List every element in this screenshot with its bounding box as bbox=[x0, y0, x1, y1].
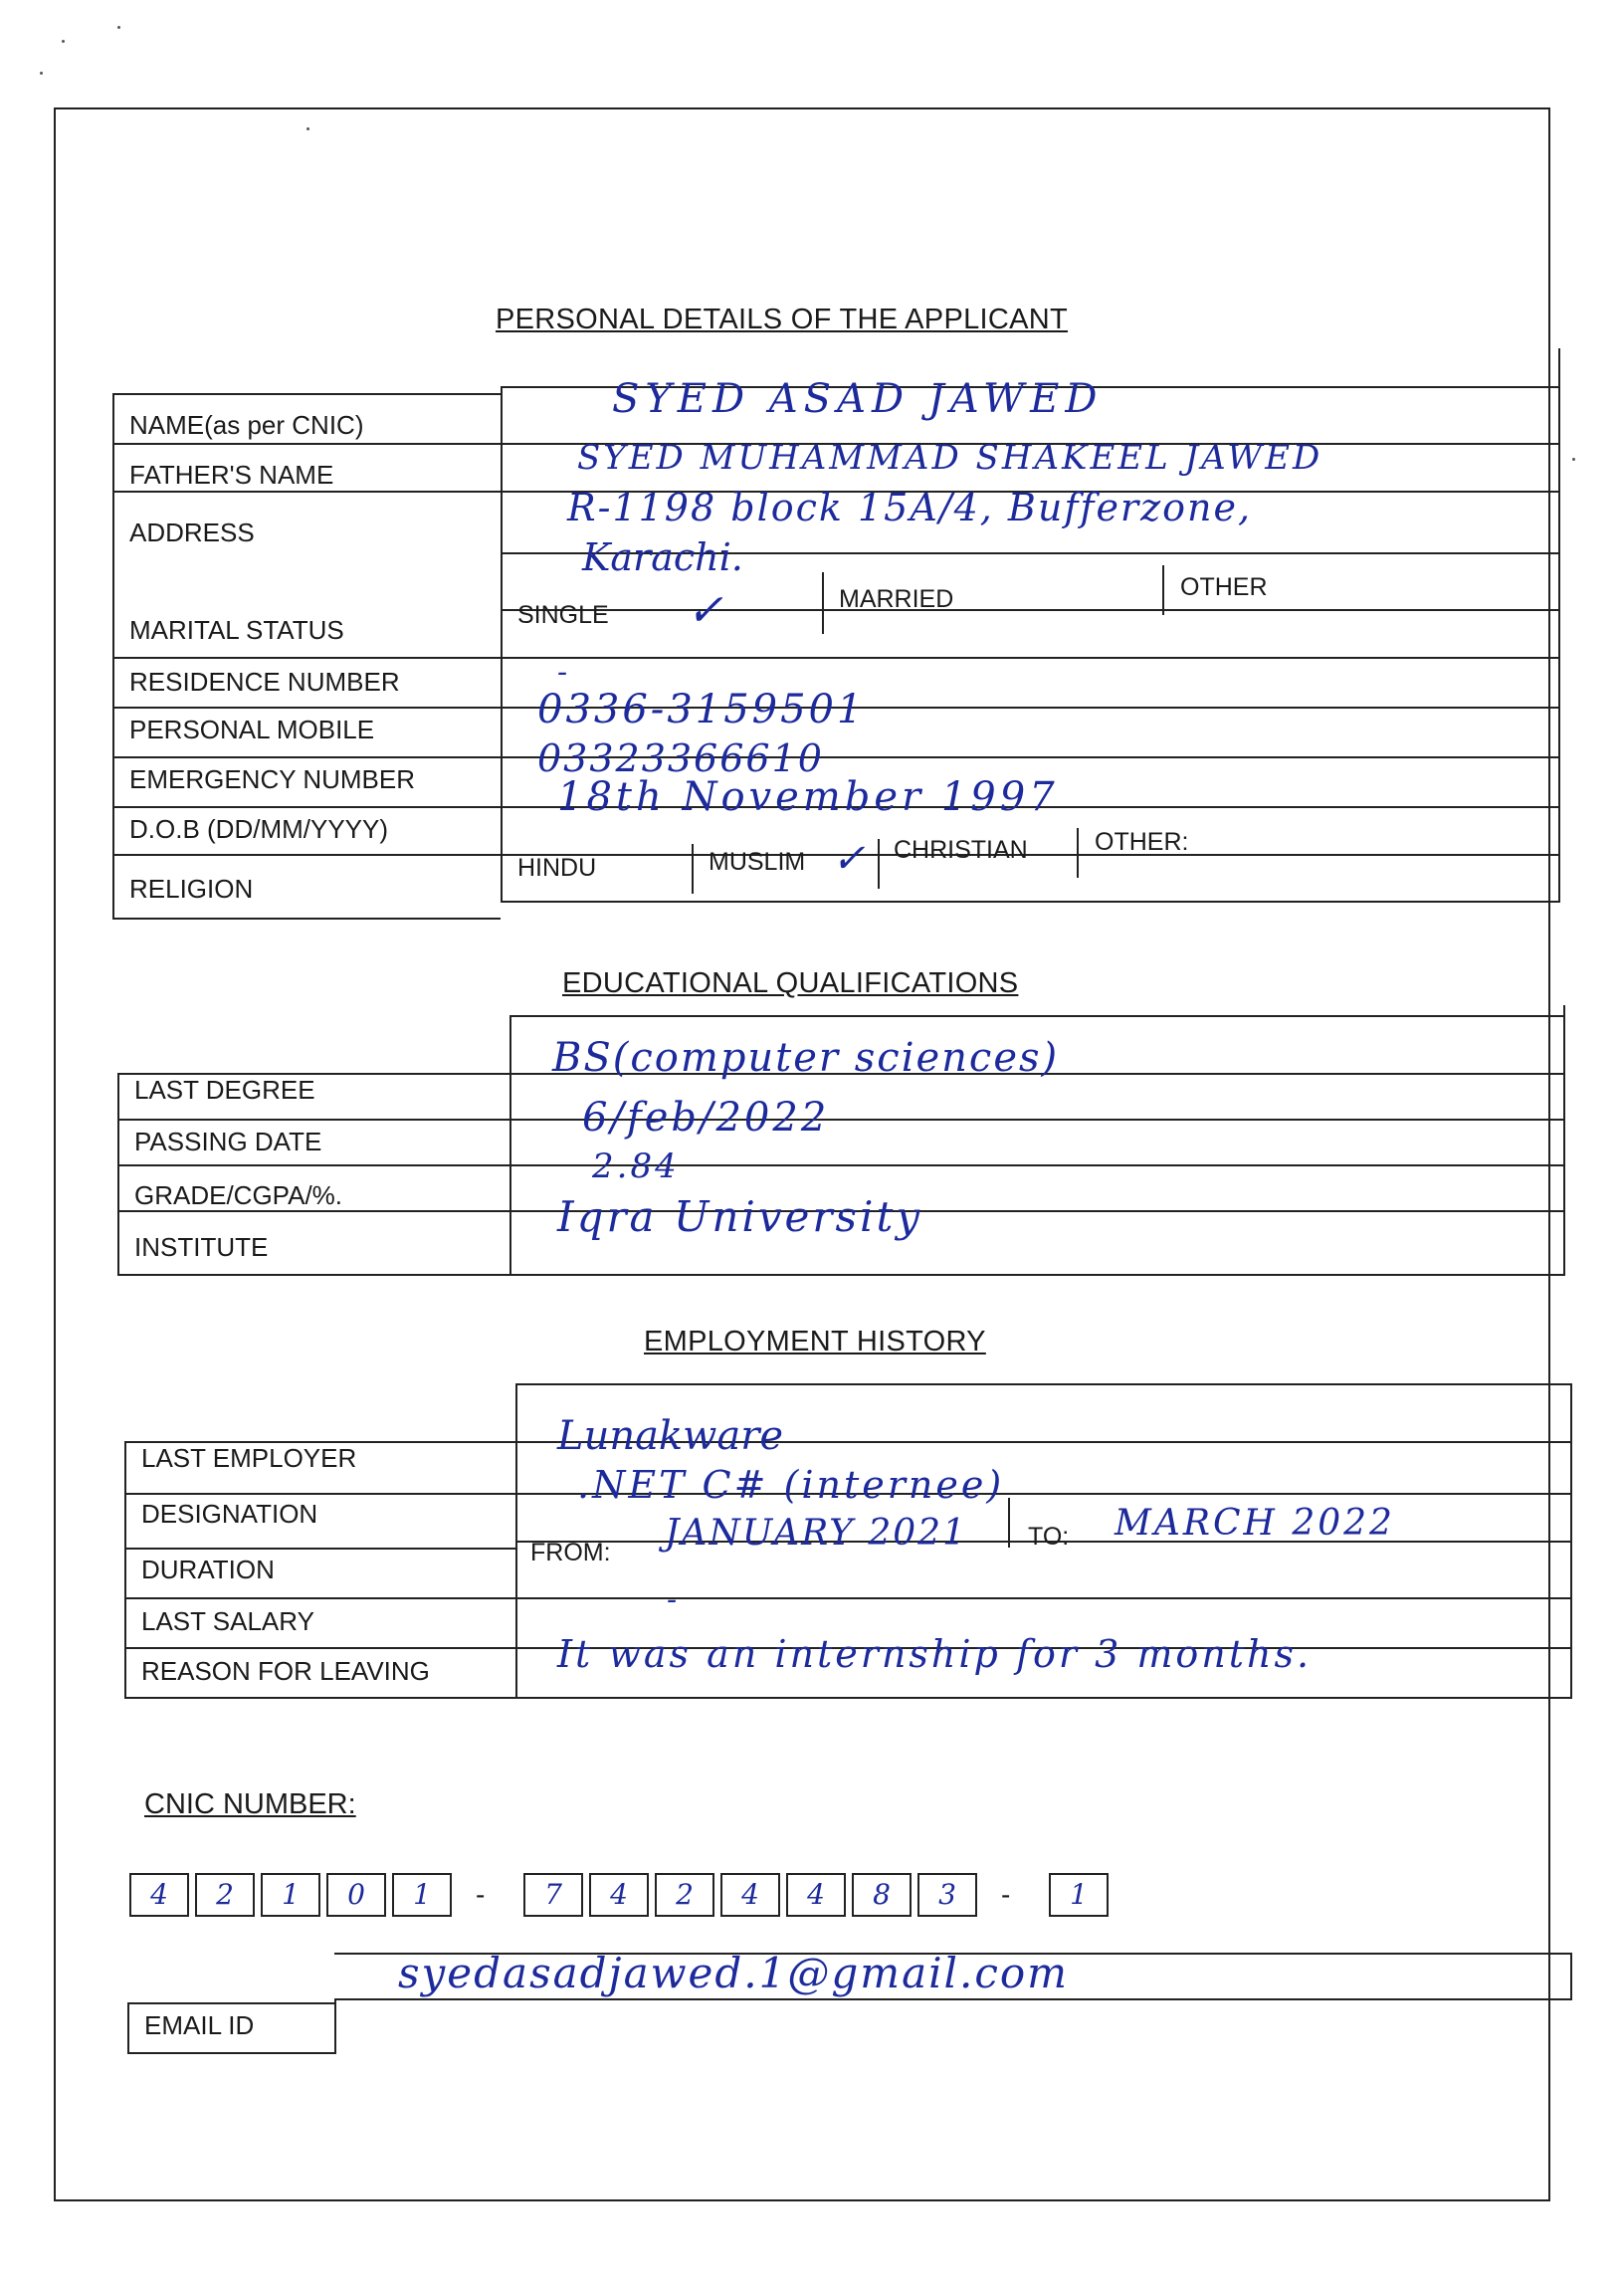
scan-speck bbox=[40, 72, 43, 75]
marital-other-option: OTHER bbox=[1180, 573, 1268, 601]
cnic-digit-box: 4 bbox=[786, 1873, 846, 1917]
address-label: ADDRESS bbox=[129, 518, 255, 547]
last-degree-label: LAST DEGREE bbox=[134, 1075, 315, 1105]
institute-label: INSTITUTE bbox=[134, 1232, 269, 1262]
cnic-digit-box: 2 bbox=[655, 1873, 714, 1917]
religion-muslim-option: MUSLIM bbox=[709, 848, 806, 876]
table-line bbox=[112, 756, 1560, 758]
table-line bbox=[124, 1697, 1572, 1699]
table-line bbox=[112, 918, 501, 920]
table-line bbox=[1558, 348, 1560, 903]
name-value: SYED ASAD JAWED bbox=[612, 376, 1104, 422]
table-line bbox=[124, 1441, 126, 1699]
last-employer-label: LAST EMPLOYER bbox=[141, 1443, 357, 1473]
cnic-digit-box: 2 bbox=[195, 1873, 255, 1917]
last-degree-value: BS(computer sciences) bbox=[552, 1035, 1060, 1081]
table-line bbox=[112, 393, 501, 395]
last-salary-label: LAST SALARY bbox=[141, 1606, 314, 1636]
cnic-digit-box: 4 bbox=[720, 1873, 780, 1917]
education-section-title: EDUCATIONAL QUALIFICATIONS bbox=[562, 967, 1019, 999]
address-value-line1: R-1198 block 15A/4, Bufferzone, bbox=[567, 486, 1253, 529]
table-line bbox=[501, 609, 1560, 611]
father-name-value: SYED MUHAMMAD SHAKEEL JAWED bbox=[577, 438, 1323, 478]
table-line bbox=[127, 2002, 334, 2004]
grade-value: 2.84 bbox=[592, 1146, 680, 1186]
religion-label: RELIGION bbox=[129, 874, 254, 904]
scan-speck bbox=[62, 40, 65, 43]
emergency-number-label: EMERGENCY NUMBER bbox=[129, 764, 416, 794]
dob-label: D.O.B (DD/MM/YYYY) bbox=[129, 814, 389, 844]
cnic-digit-box: 3 bbox=[917, 1873, 977, 1917]
last-employer-value: Lunakware bbox=[557, 1413, 784, 1459]
table-line bbox=[117, 1164, 1565, 1166]
muslim-check-icon: ✓ bbox=[832, 836, 866, 882]
single-check-icon: ✓ bbox=[687, 585, 723, 636]
reason-for-leaving-label: REASON FOR LEAVING bbox=[141, 1656, 430, 1686]
table-line bbox=[501, 386, 503, 903]
scan-speck bbox=[306, 127, 309, 130]
dob-value: 18th November 1997 bbox=[557, 774, 1059, 820]
grade-label: GRADE/CGPA/%. bbox=[134, 1180, 343, 1210]
cnic-digit-box: 1 bbox=[261, 1873, 320, 1917]
cnic-digit-box: 1 bbox=[392, 1873, 452, 1917]
table-line bbox=[112, 657, 1560, 659]
personal-mobile-value: 0336-3159501 bbox=[537, 687, 866, 732]
duration-to-value: MARCH 2022 bbox=[1115, 1503, 1395, 1544]
cnic-label: CNIC NUMBER: bbox=[144, 1788, 356, 1820]
table-line bbox=[1563, 1005, 1565, 1276]
designation-label: DESIGNATION bbox=[141, 1499, 318, 1529]
employment-section-title: EMPLOYMENT HISTORY bbox=[644, 1326, 986, 1357]
table-line bbox=[112, 393, 114, 920]
table-line bbox=[515, 1383, 1572, 1385]
table-line bbox=[117, 1119, 1565, 1121]
residence-number-value: - bbox=[557, 655, 568, 690]
scan-speck bbox=[1572, 458, 1575, 461]
last-salary-value: - bbox=[667, 1582, 678, 1617]
personal-section-title: PERSONAL DETAILS OF THE APPLICANT bbox=[496, 304, 1069, 335]
religion-hindu-option: HINDU bbox=[517, 854, 597, 882]
duration-from-value: JANUARY 2021 bbox=[665, 1513, 967, 1554]
institute-value: Iqra University bbox=[557, 1192, 923, 1241]
cnic-digit-box: 0 bbox=[326, 1873, 386, 1917]
reason-for-leaving-value: It was an internship for 3 months. bbox=[557, 1632, 1313, 1676]
table-line bbox=[501, 901, 1560, 903]
cnic-digit-box: 1 bbox=[1049, 1873, 1109, 1917]
table-line bbox=[878, 839, 880, 889]
email-value: syedasadjawed.1@gmail.com bbox=[398, 1949, 1069, 1997]
personal-mobile-label: PERSONAL MOBILE bbox=[129, 715, 375, 744]
table-line bbox=[1570, 1383, 1572, 1699]
cnic-digit-box: 7 bbox=[523, 1873, 583, 1917]
table-line bbox=[509, 1015, 1565, 1017]
table-line bbox=[1162, 565, 1164, 615]
scan-speck bbox=[117, 26, 120, 29]
cnic-digit-box: 4 bbox=[589, 1873, 649, 1917]
marital-status-label: MARITAL STATUS bbox=[129, 615, 344, 645]
table-line bbox=[822, 572, 824, 634]
residence-number-label: RESIDENCE NUMBER bbox=[129, 667, 400, 697]
passing-date-label: PASSING DATE bbox=[134, 1127, 322, 1156]
table-line bbox=[692, 844, 694, 894]
marital-married-option: MARRIED bbox=[839, 585, 954, 613]
duration-to-label: TO: bbox=[1028, 1523, 1070, 1551]
cnic-separator: - bbox=[476, 1879, 486, 1910]
table-line bbox=[124, 1548, 515, 1550]
table-line bbox=[117, 1073, 119, 1276]
table-line bbox=[334, 1998, 1572, 2000]
father-name-label: FATHER'S NAME bbox=[129, 460, 334, 490]
table-line bbox=[127, 2052, 334, 2054]
duration-label: DURATION bbox=[141, 1555, 275, 1584]
address-value-line2: Karachi. bbox=[582, 535, 743, 579]
table-line bbox=[1077, 828, 1079, 878]
table-line bbox=[124, 1597, 1572, 1599]
cnic-digit-box: 8 bbox=[852, 1873, 912, 1917]
table-line bbox=[1570, 1953, 1572, 1998]
emergency-number-value: 03323366610 bbox=[537, 736, 824, 780]
table-line bbox=[515, 1383, 517, 1699]
table-line bbox=[1008, 1498, 1010, 1548]
passing-date-value: 6/feb/2022 bbox=[582, 1095, 830, 1141]
cnic-digit-box: 4 bbox=[129, 1873, 189, 1917]
duration-from-label: FROM: bbox=[530, 1539, 611, 1566]
marital-single-option: SINGLE bbox=[517, 601, 609, 629]
religion-other-option: OTHER: bbox=[1095, 828, 1189, 856]
table-line bbox=[117, 1274, 1565, 1276]
religion-christian-option: CHRISTIAN bbox=[894, 836, 1028, 864]
table-line bbox=[334, 1998, 336, 2054]
name-label: NAME(as per CNIC) bbox=[129, 410, 364, 440]
designation-value: .NET C# (internee) bbox=[577, 1463, 1005, 1507]
table-line bbox=[127, 2002, 129, 2054]
cnic-separator: - bbox=[1001, 1879, 1011, 1910]
table-line bbox=[509, 1015, 511, 1276]
email-label: EMAIL ID bbox=[144, 2010, 255, 2040]
